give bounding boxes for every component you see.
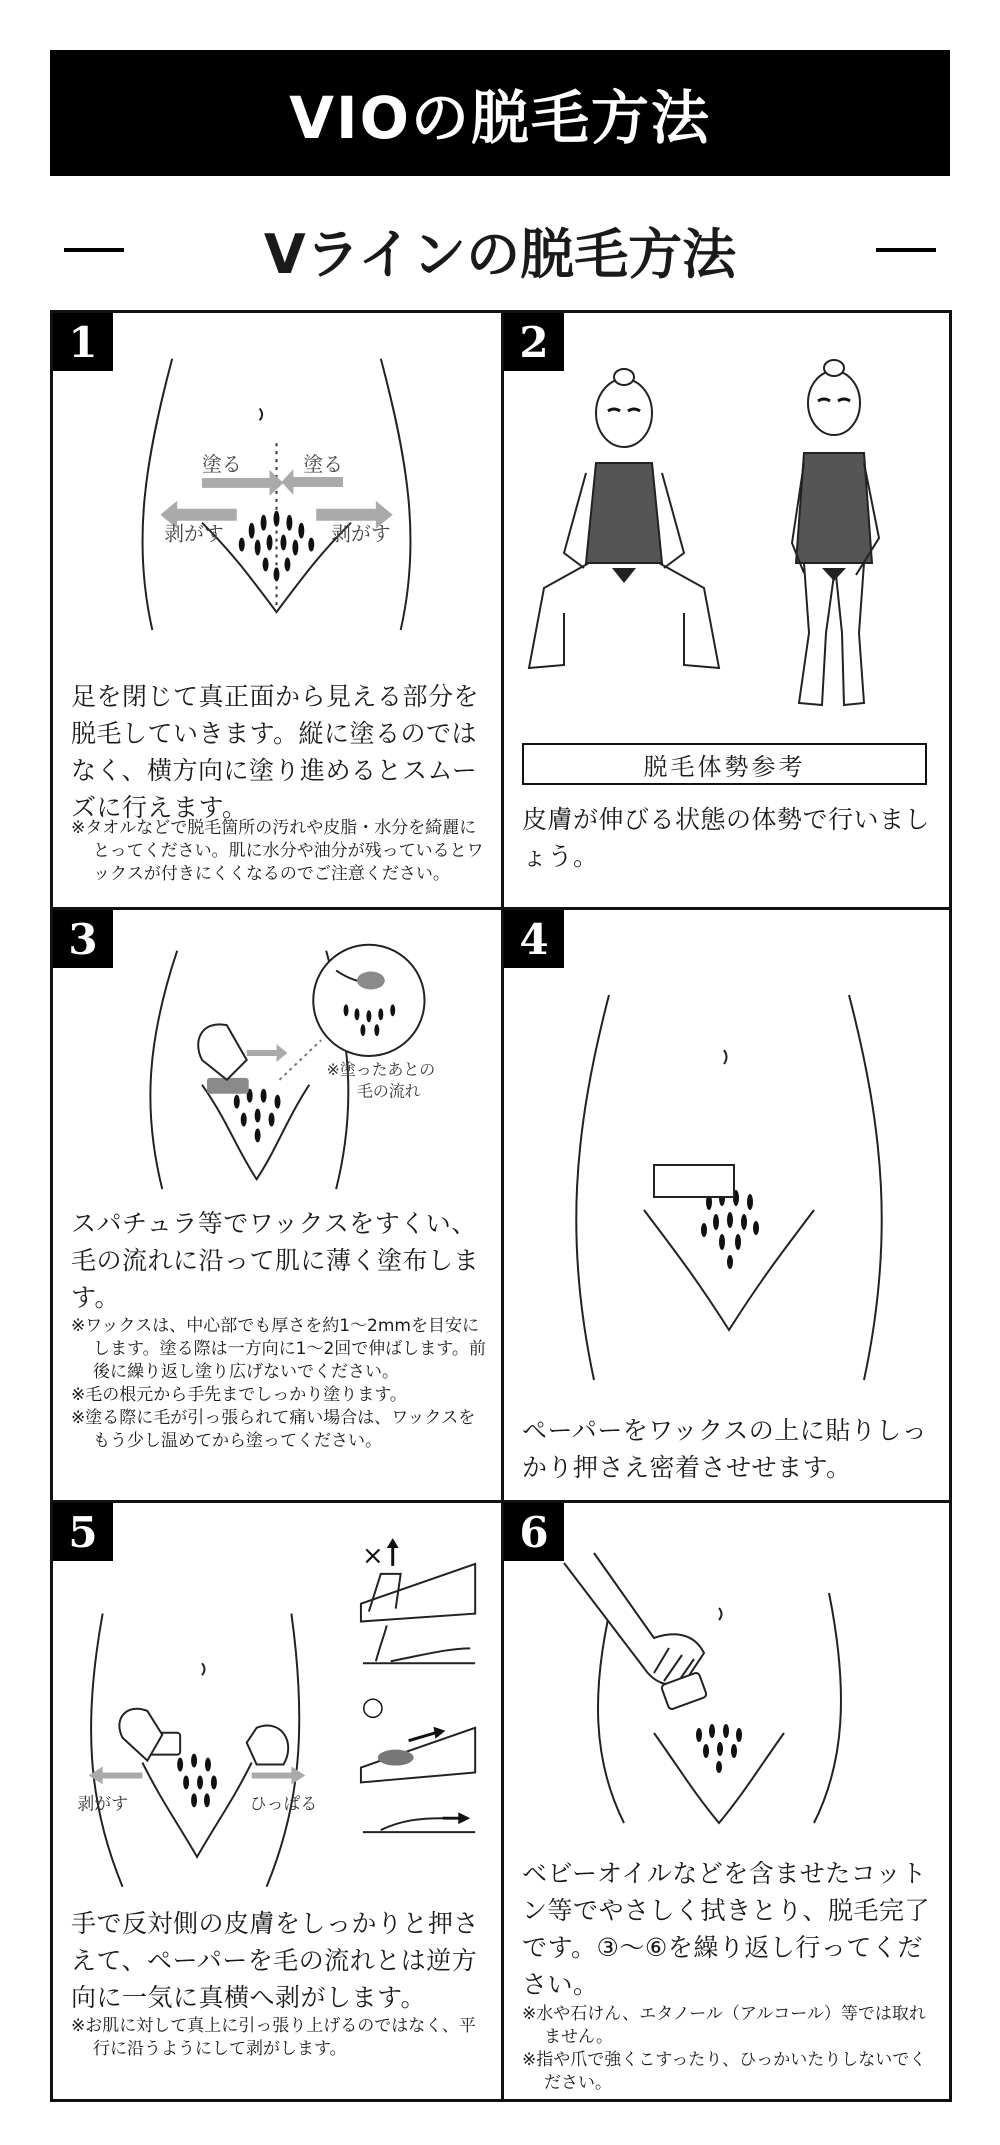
step-6-text: ベビーオイルなどを含ませたコットン等でやさしく拭きとり、脱毛完了です。③～⑥を繰り返し行ってください。	[522, 1859, 931, 1999]
page-title: VIOの脱毛方法	[50, 50, 950, 176]
right-mark: ○	[361, 1691, 385, 1722]
title-dash-right	[876, 248, 936, 252]
step-5-text: 手で反対側の皮膚をしっかりと押さえて、ペーパーを毛の流れとは逆方向に一気に真横へ剥がします。	[71, 1909, 480, 2012]
step-1-illustration	[53, 313, 501, 643]
pull-label: ひっぱる	[249, 1793, 318, 1814]
step-3-text: スパチュラ等でワックスをすくい、毛の流れに沿って肌に薄く塗布します。	[71, 1209, 480, 1312]
step-number-2: 2	[504, 313, 564, 371]
step-number-6: 6	[504, 1503, 564, 1561]
step-6-panel	[504, 1503, 949, 2099]
callout-line-2: 毛の流れ	[356, 1081, 421, 1101]
steps-grid	[50, 310, 952, 2102]
step-5-panel	[53, 1503, 504, 2099]
step-5-note: ※お肌に対して真上に引っ張り上げるのではなく、平行に沿うようにして剥がします。	[71, 2016, 476, 2059]
step-6-notes	[522, 2003, 932, 2095]
step-6-note-1: ※水や石けん、エタノール（アルコール）等では取れません。	[522, 2004, 926, 2047]
step-number-5: 5	[53, 1503, 113, 1561]
step-number-3: 3	[53, 910, 113, 968]
step-3-note-2: ※毛の根元から手先までしっかり塗ります。	[71, 1385, 407, 1405]
step-6-illustration	[504, 1503, 949, 1843]
step-2-text: 皮膚が伸びる状態の体勢で行いましょう。	[522, 805, 931, 871]
apply-label-left: 塗る	[202, 453, 242, 477]
wrong-mark: ×	[362, 1540, 384, 1571]
step-3-panel	[53, 910, 504, 1503]
step-1-text: 足を閉じて真正面から見える部分を脱毛していきます。縦に塗るのではなく、横方向に塗り進めるとスムーズに行えます。	[71, 682, 480, 822]
step-3-notes	[71, 1315, 491, 1453]
posture-reference-box: 脱毛体勢参考	[522, 743, 927, 785]
step-number-1: 1	[53, 313, 113, 371]
peel-label: 剥がす	[77, 1793, 128, 1814]
step-1-notes	[71, 817, 491, 886]
peel-label-right: 剥がす	[331, 522, 391, 546]
step-4-panel	[504, 910, 949, 1503]
step-4-text: ペーパーをワックスの上に貼りしっかり押さえ密着させせます。	[522, 1416, 928, 1482]
step-1-note: ※タオルなどで脱毛箇所の汚れや皮脂・水分を綺麗にとってください。肌に水分や油分が残っているとワックスが付きにくくなるのでご注意ください。	[71, 818, 484, 884]
section-title	[0, 210, 1000, 290]
peel-label-left: 剥がす	[164, 522, 224, 546]
step-1-panel	[53, 313, 504, 910]
step-5-notes	[71, 2015, 491, 2061]
section-title-text: Vラインの脱毛方法	[263, 222, 737, 286]
apply-label-right: 塗る	[303, 453, 344, 477]
step-3-illustration	[53, 910, 501, 1200]
step-2-illustration	[504, 313, 949, 723]
step-6-note-2: ※指や爪で強くこすったり、ひっかいたりしないでください。	[522, 2050, 927, 2093]
title-dash-left	[64, 248, 124, 252]
step-3-note-3: ※塗る際に毛が引っ張られて痛い場合は、ワックスをもう少し温めてから塗ってください。	[71, 1408, 476, 1451]
step-3-note-1: ※ワックスは、中心部でも厚さを約1～2mmを目安にします。塗る際は一方向に1～2回で伸ばします。前後に繰り返し塗り広げないでください。	[71, 1316, 486, 1382]
step-4-illustration	[504, 910, 949, 1390]
step-5-illustration	[53, 1503, 501, 1893]
step-number-4: 4	[504, 910, 564, 968]
step-2-panel	[504, 313, 949, 910]
callout-line-1: ※塗ったあとの	[326, 1059, 436, 1079]
